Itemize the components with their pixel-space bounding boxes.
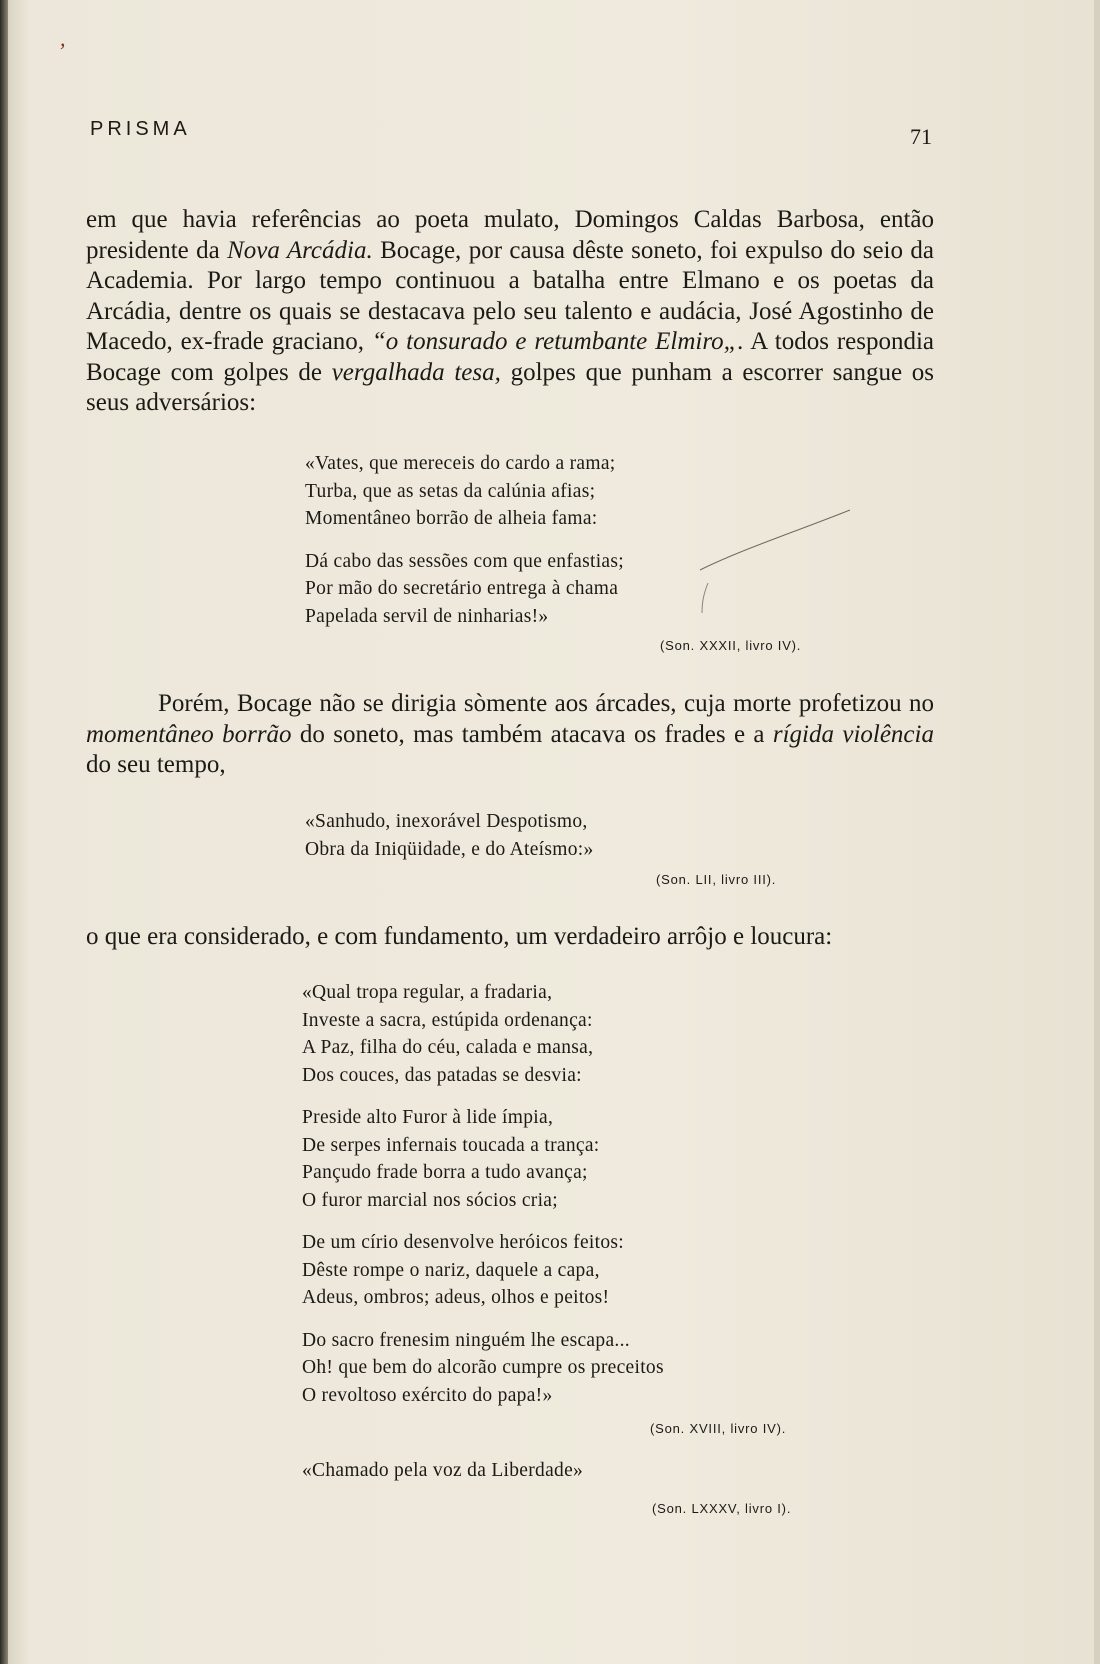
- running-head: PRISMA: [90, 118, 191, 140]
- text-run: do seio da Academia. Por largo tempo continuou a batalha entre Elmano e: [86, 236, 934, 294]
- poem-line: «Qual tropa regular, a fradaria,: [302, 982, 553, 1003]
- text-run: presidente da: [86, 236, 228, 264]
- paragraph-2: [86, 689, 934, 781]
- pencil-stroke: [680, 505, 860, 615]
- text-run: José Agostinho de Macedo, ex-frade graciano,: [86, 297, 934, 355]
- poem-line: «Vates, que mereceis do cardo a rama;: [305, 453, 616, 474]
- stanza-gap: [305, 533, 624, 548]
- text-run: A todos respondia Bocage com golpes de: [86, 328, 935, 386]
- poem-line: Pançudo frade borra a tudo avança;: [302, 1162, 588, 1183]
- poem-line: De serpes infernais toucada a trança:: [302, 1134, 600, 1156]
- italic-text-run: Elmiro„.: [655, 328, 744, 355]
- italic-text-run: rígida violência: [772, 720, 934, 748]
- poem-line: Momentâneo borrão de alheia fama:: [305, 508, 598, 529]
- poem-line: Do sacro frenesim ninguém lhe escapa...: [302, 1329, 630, 1351]
- poem-line: Dêste rompe o nariz, daquele a capa,: [302, 1259, 600, 1281]
- text-run: em que havia referências ao poeta mulato, Domingos Caldas Barbosa, então: [86, 206, 934, 233]
- text-run: Porém, Bocage não se dirigia sòmente aos árcades, cuja morte: [158, 690, 792, 717]
- stanza-gap: [302, 1089, 664, 1104]
- poem-4-citation: (Son. LXXXV, livro I).: [652, 1501, 792, 1516]
- poem-line: Investe a sacra, estúpida ordenança:: [302, 1009, 593, 1031]
- text-run: o que era considerado, e com fundamento, um verdadeiro arrôjo e loucura:: [86, 923, 833, 950]
- paragraph-2-text: [86, 689, 934, 781]
- page-number: 71: [910, 124, 932, 149]
- poem-line: Turba, que as setas da calúnia afias;: [305, 480, 596, 502]
- poem-line: De um círio desenvolve heróicos feitos:: [302, 1232, 624, 1253]
- poem-line: Preside alto Furor à lide ímpia,: [302, 1107, 554, 1128]
- page-edge: [1094, 0, 1100, 1664]
- poem-line: Papelada servil de ninharias!»: [305, 605, 549, 627]
- stanza-gap: [302, 1214, 664, 1229]
- poem-line: Dá cabo das sessões com que enfastias;: [305, 550, 624, 572]
- poem-line: «Chamado pela voz da Liberdade»: [302, 1460, 584, 1481]
- poem-line: Dos couces, das patadas se desvia:: [302, 1064, 582, 1086]
- poem-line: Adeus, ombros; adeus, olhos e peitos!: [302, 1287, 610, 1308]
- poem-line: A Paz, filha do céu, calada e mansa,: [302, 1037, 594, 1058]
- text-run: e a: [733, 720, 773, 748]
- text-run: do seu tempo,: [86, 751, 226, 778]
- text-run: profetizou no: [798, 690, 934, 717]
- poem-1-citation: (Son. XXXII, livro IV).: [660, 638, 802, 653]
- stanza-gap: [302, 1312, 664, 1327]
- poem-2: [305, 808, 594, 863]
- poem-1: [305, 450, 624, 630]
- text-run: Bocage, por causa dêste soneto, foi expulso: [372, 236, 823, 264]
- text-run: os poetas da Arcádia, dentre os quais se destacava pelo seu talento e audácia,: [86, 267, 934, 325]
- poem-3: [302, 979, 664, 1409]
- poem-line: Obra da Iniqüidade, e do Ateísmo:»: [305, 838, 594, 860]
- poem-4: [302, 1457, 583, 1485]
- text-run: golpes: [500, 358, 576, 386]
- poem-3-citation: (Son. XVIII, livro IV).: [650, 1421, 787, 1436]
- poem-line: «Sanhudo, inexorável Despotismo,: [305, 811, 588, 832]
- poem-line: O revoltoso exército do papa!»: [302, 1384, 553, 1406]
- italic-text-run: “o tonsurado e retumbante: [371, 328, 648, 355]
- poem-line: Por mão do secretário entrega à chama: [305, 578, 619, 599]
- paragraph-3: [86, 922, 934, 953]
- poem-line: Oh! que bem do alcorão cumpre os preceitos: [302, 1357, 664, 1378]
- poem-line: O furor marcial nos sócios cria;: [302, 1189, 558, 1211]
- paragraph-3-text: [86, 922, 934, 953]
- italic-text-run: vergalhada tesa,: [331, 358, 501, 386]
- poem-2-citation: (Son. LII, livro III).: [656, 872, 777, 887]
- italic-text-run: Nova Arcádia.: [227, 236, 373, 264]
- page-header: [90, 118, 932, 148]
- pencil-mark: ,: [60, 26, 66, 51]
- book-spine-shadow: [0, 0, 8, 1664]
- text-run: que punham a escorrer sangue os seus adversários:: [86, 358, 934, 416]
- paragraph-1-text: [86, 205, 934, 419]
- paragraph-1: [86, 205, 934, 419]
- italic-text-run: momentâneo borrão: [86, 720, 292, 748]
- text-run: do soneto, mas também atacava os frades: [291, 720, 726, 748]
